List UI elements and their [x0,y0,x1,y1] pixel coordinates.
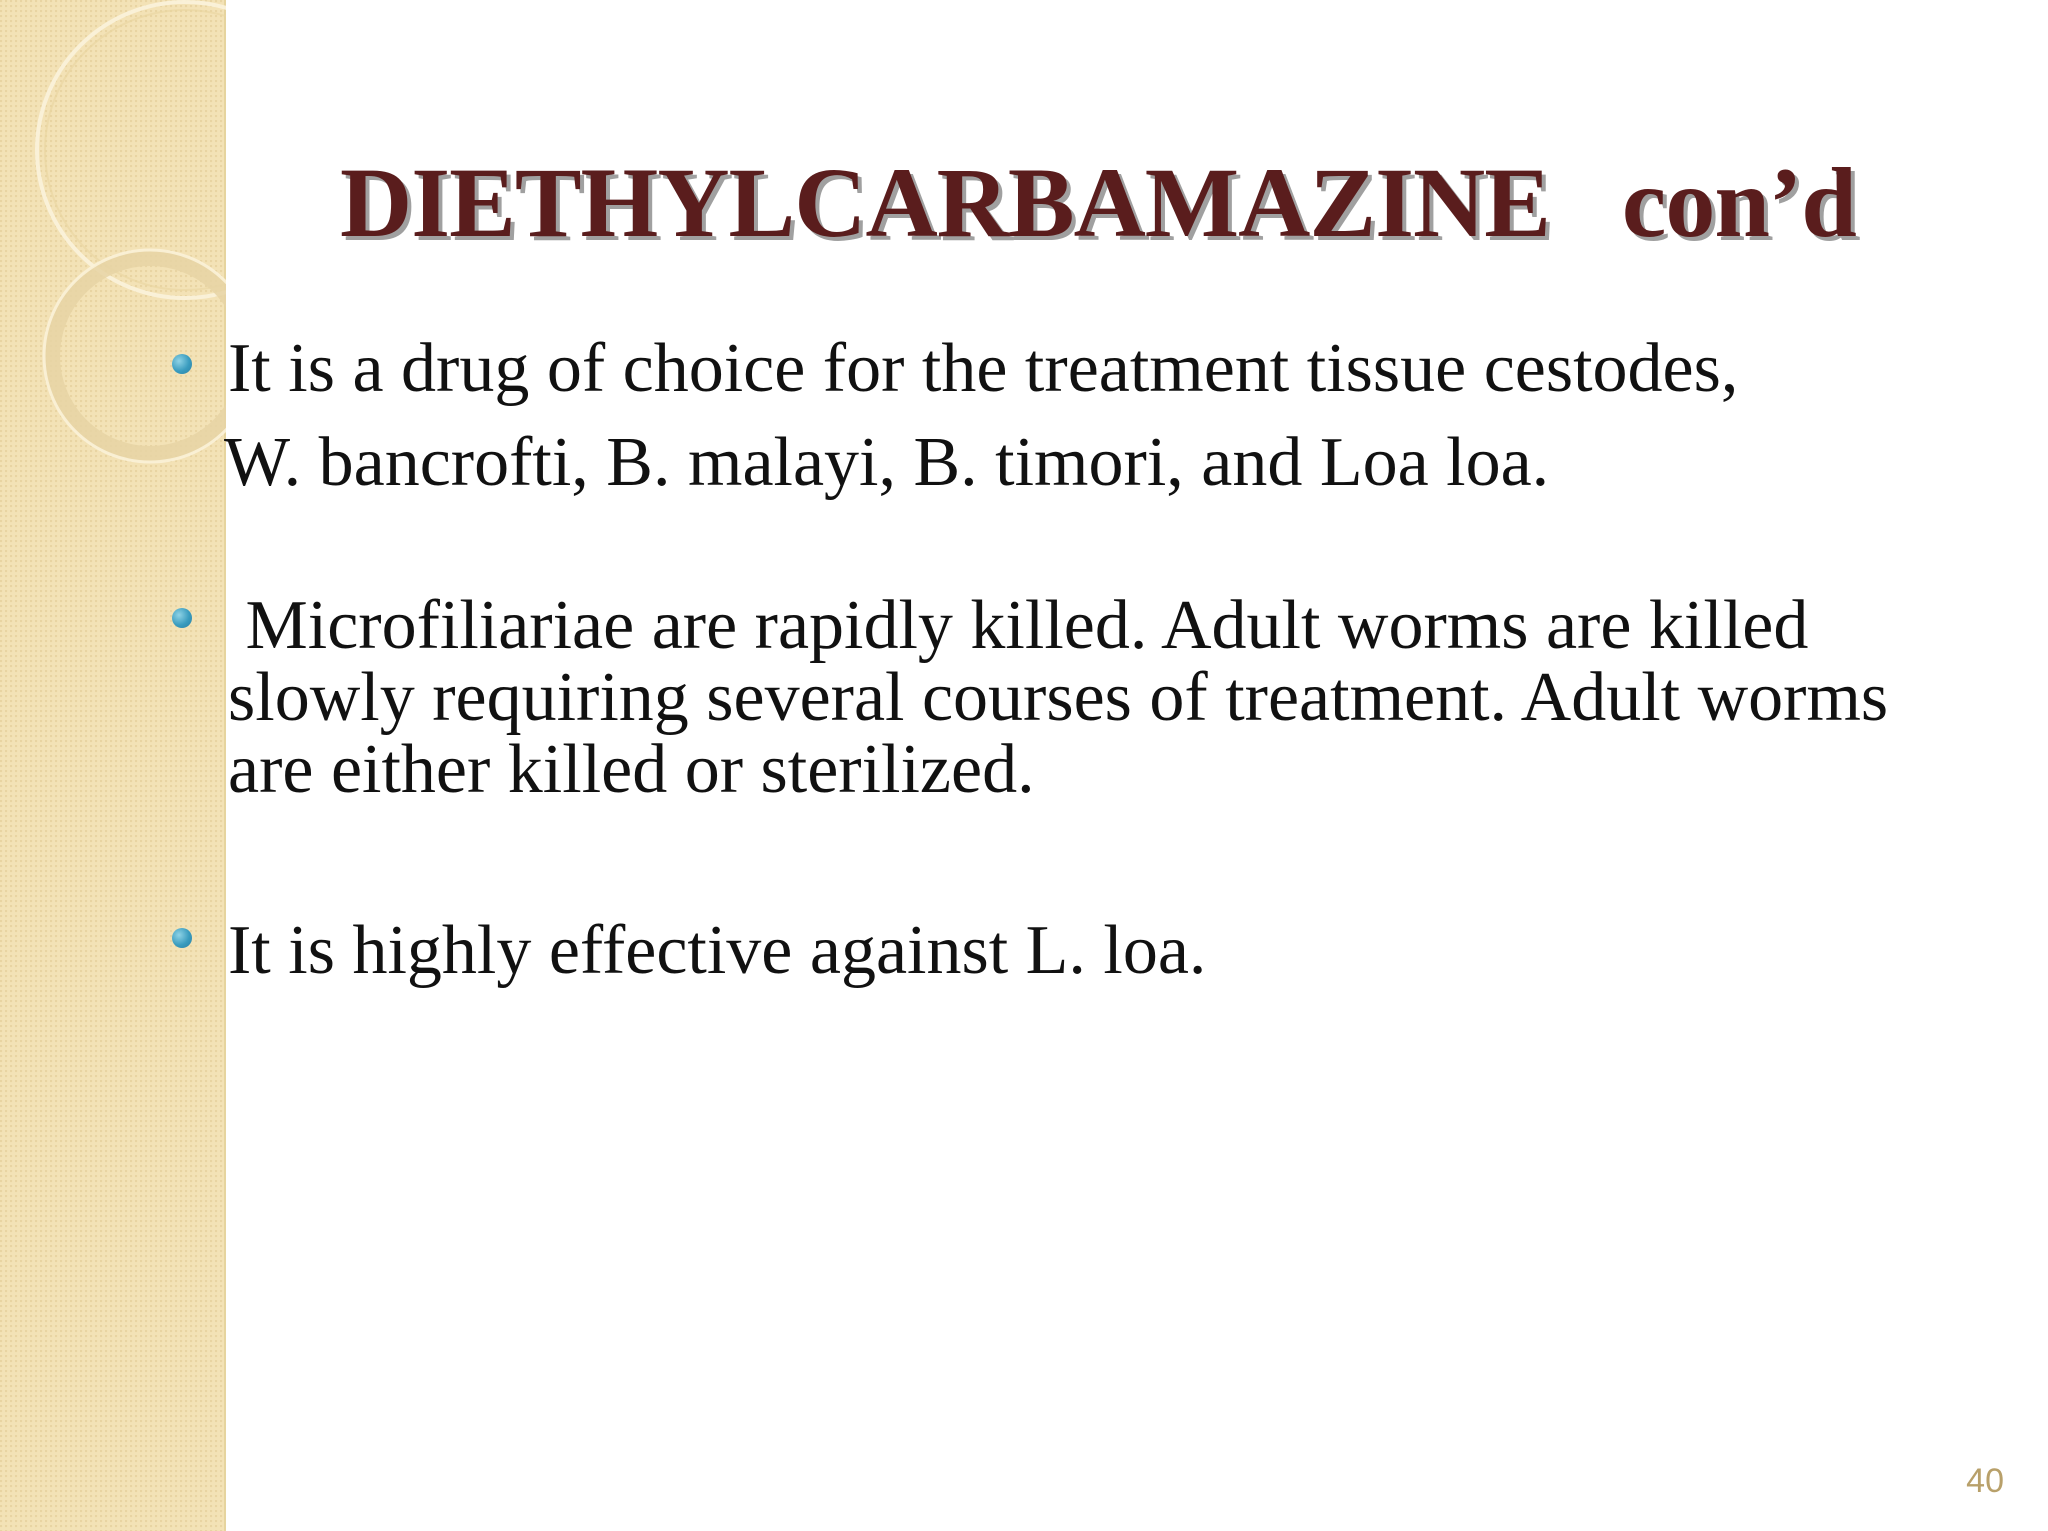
bullet-dot-icon [172,354,192,374]
slide-title: DIETHYLCARBAMAZINE con’d [340,147,1856,258]
bullet-dot-icon [172,608,192,628]
bullet-text-line: It is highly effective against L. loa. [228,912,1207,989]
bullet-item [224,322,2018,510]
bullet-item [228,587,2018,808]
bullet-text-line: W. bancrofti, B. malayi, B. timori, and Loa loa. [224,424,1550,501]
page-number: 40 [1966,1462,2004,1500]
bullet-text-line: are either killed or sterilized. [228,731,1035,808]
bullet-text-line: Microfiliariae are rapidly killed. Adult worms are killed [228,587,1809,664]
bullet-item [228,904,2018,998]
bullet-text-line: It is a drug of choice for the treatment tissue cestodes, [228,330,1739,407]
bullet-dot-icon [172,928,192,948]
bullet-text-line: slowly requiring several courses of treatment. Adult worms [228,659,1889,736]
